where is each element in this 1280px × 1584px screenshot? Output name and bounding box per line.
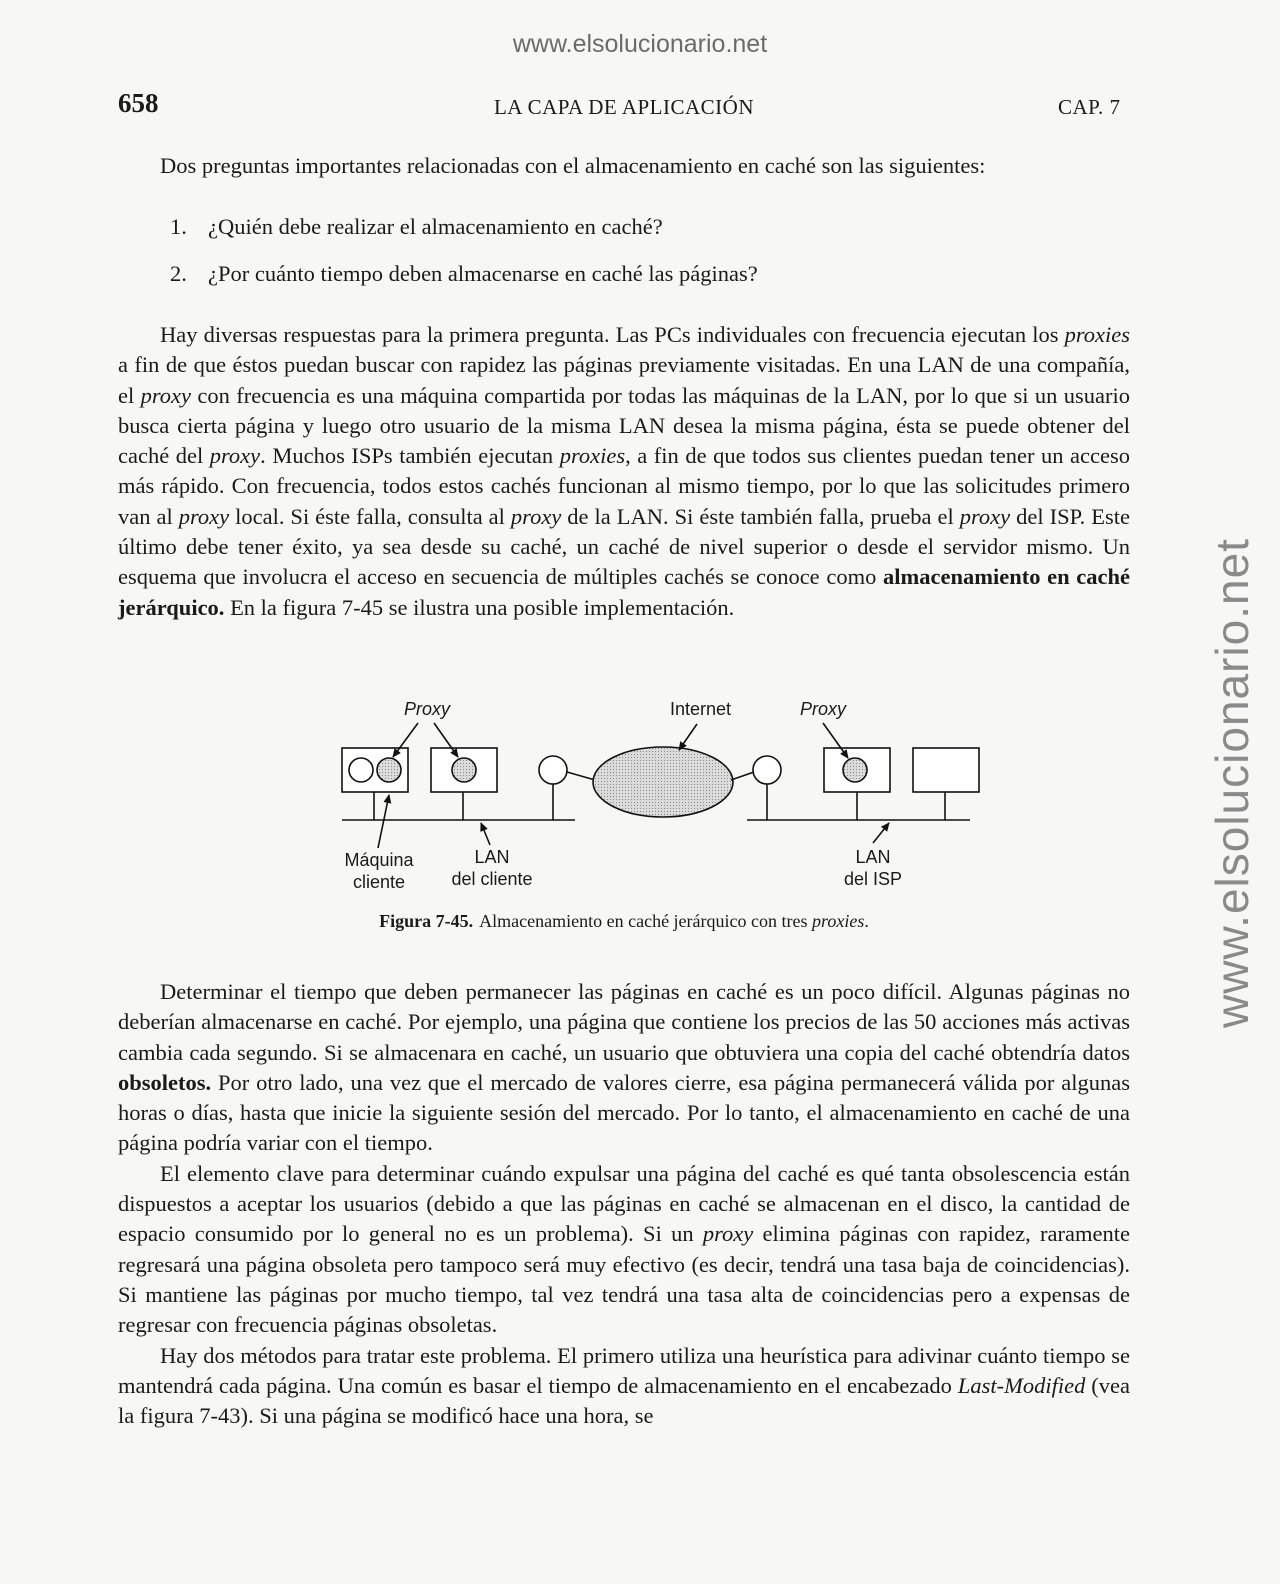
internet-cloud [593,747,733,817]
paragraph-methods: Hay dos métodos para tratar este problema. El primero utiliza una heurística para adivinar cuánto tiempo se mantendrá cada página. Una común es basar el tiempo de almacenamiento en el encabezado Last-Modified (vea la figura 7-43). Si una página se modificó hace una hora, se [118,1342,1130,1429]
watermark-side: www.elsolucionario.net [1206,538,1258,1028]
paragraph-obsolescence: El elemento clave para determinar cuándo expulsar una página del caché es qué tanta obsolescencia están dispuestos a aceptar los usuarios (debido a que las páginas en caché se almacenan en el disco, la cantidad de espacio consumido por lo general no es un problema). Si un proxy elimina páginas con rapidez, raramente regresará una página obsoleta pero tampoco será muy efectivo (es decir, tendrá una tasa baja de coincidencias). Si mantiene las páginas por mucho tiempo, tal vez tendrá una tasa alta de coincidencias pero a expensas de regresar con frecuencia páginas obsoletas. [118,1160,1130,1338]
running-head: LA CAPA DE APLICACIÓN [493,95,755,119]
list-item: 2. ¿Por cuánto tiempo deben almacenarse en caché las páginas? [170,261,758,286]
label-client-lan: LAN del cliente [451,847,533,889]
body-text-lower [118,977,1130,1431]
paragraph-cache-duration: Determinar el tiempo que deben permanecer las páginas en caché es un poco difícil. Algunas páginas no deberían almacenarse en caché. Por ejemplo, una página que contiene los precios de las 50 acciones más activas cambia cada segundo. Si se almacenara en caché, un usuario que obtuviera una copia del caché obtendría datos obsoletos. Por otro lado, una vez que el mercado de valores cierre, esa página permanecerá válida por algunas horas o días, hasta que inicie la siguiente sesión del mercado. Por lo tanto, el almacenamiento en caché de una página podría variar con el tiempo. [118,979,1130,1156]
client-router [539,756,567,784]
client-machine-circle [349,758,373,782]
label-client-machine: Máquina cliente [344,850,414,892]
figure-caption: Figura 7-45. Almacenamiento en caché jerárquico con tres proxies. [379,911,869,931]
watermark-top: www.elsolucionario.net [512,30,768,58]
client-proxy-circle [377,758,401,782]
chapter-label: CAP. 7 [1058,95,1121,119]
label-isp-lan: LAN del ISP [843,847,903,889]
isp-server-box [913,748,979,792]
list-item: 1. ¿Quién debe realizar el almacenamiento en caché? [170,214,663,239]
page-number: 658 [118,88,159,118]
client-lan-proxy-circle [452,758,476,782]
isp-router [753,756,781,784]
intro-paragraph: Dos preguntas importantes relacionadas con el almacenamiento en caché son las siguientes: [160,153,986,178]
label-internet: Internet [670,699,732,719]
isp-proxy-circle [843,758,867,782]
label-proxy-left: Proxy [404,699,451,719]
label-proxy-right: Proxy [800,699,847,719]
paragraph-hierarchical-caching: Hay diversas respuestas para la primera pregunta. Las PCs individuales con frecuencia ejecutan los proxies a fin de que éstos puedan buscar con rapidez las páginas previamente visitadas. En una LAN de una compañía, el proxy con frecuencia es una máquina compartida por todas las máquinas de la LAN, por lo que si un usuario busca cierta página y luego otro usuario de la misma LAN desea la misma página, ésta se puede obtener del caché del proxy. Muchos ISPs también ejecutan proxies, a fin de que todos sus clientes puedan tener un acceso más rápido. Con frecuencia, todos estos cachés funcionan al mismo tiempo, por lo que las solicitudes primero van al proxy local. Si éste falla, consulta al proxy de la LAN. Si éste también falla, prueba el proxy del ISP. Este último debe tener éxito, ya sea desde su caché, un caché de nivel superior o desde el servidor mismo. Un esquema que involucra el acceso en secuencia de múltiples cachés se conoce como almacenamiento en caché jerárquico. En la figura 7-45 se ilustra una posible implementación. [118,322,1130,620]
